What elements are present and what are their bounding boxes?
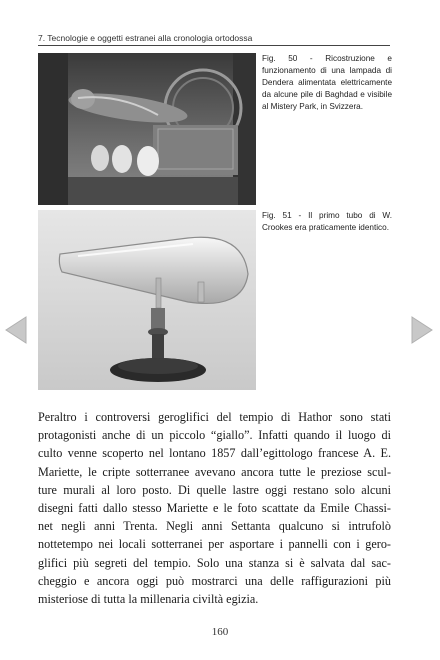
- previous-page-button[interactable]: [4, 315, 28, 345]
- body-line: Mariette, le cripte sotterranee avevano ancora tutte le preziose scul-: [38, 464, 391, 479]
- body-line: culto venne scoperto nel lontano 1857 dall’egittologo francese A. E.: [38, 446, 391, 461]
- body-line: misteriose di tutta la millenaria civiltà egizia.: [38, 591, 259, 606]
- arrow-left-icon: [4, 315, 28, 345]
- body-paragraph: [38, 408, 391, 608]
- body-line: Peraltro i controversi geroglifici del tempio di Hathor sono stati: [38, 410, 391, 424]
- figure-50-caption: Fig. 50 - Ricostruzione e funzionamento di una lampada di Dendera alimentata elettricamente da alcune pile di Baghdad e visibile al Mistery Park, in Svizzera.: [262, 54, 392, 111]
- dendera-lamp-photo-image: [38, 53, 256, 205]
- running-header: 7. Tecnologie e oggetti estranei alla cronologia ortodossa: [38, 33, 390, 46]
- crookes-tube-photo-image: [38, 210, 256, 390]
- figure-51-photo: [38, 210, 256, 390]
- body-line: cheggio e ancora oggi può mostrarci una delle raffigurazioni più: [38, 573, 391, 588]
- page-number: 160: [211, 626, 229, 638]
- figure-50-photo: [38, 53, 256, 205]
- body-line: ture murali al loro posto. Di quelle lastre oggi restano solo alcuni: [38, 482, 391, 497]
- next-page-button[interactable]: [410, 315, 434, 345]
- arrow-right-icon: [410, 315, 434, 345]
- body-line: net negli anni Trenta. Negli anni Settanta qualcuno si intrufolò: [38, 519, 391, 534]
- body-line: disegni fatti dallo stesso Mariette e le foto scattate da Emile Chassi-: [38, 500, 391, 515]
- body-line: nottetempo nei locali sotterranei per asportare i pannelli con i gero-: [38, 537, 391, 552]
- body-line: protagonisti anche di un piccolo “giallo”. Infatti quando il luogo di: [38, 428, 391, 443]
- figure-51-caption: Fig. 51 - Il primo tubo di W. Crookes era praticamente identico.: [262, 211, 392, 232]
- body-line: glifici più segreti del tempio. Solo una stanza si è salvata dal sac-: [38, 555, 391, 570]
